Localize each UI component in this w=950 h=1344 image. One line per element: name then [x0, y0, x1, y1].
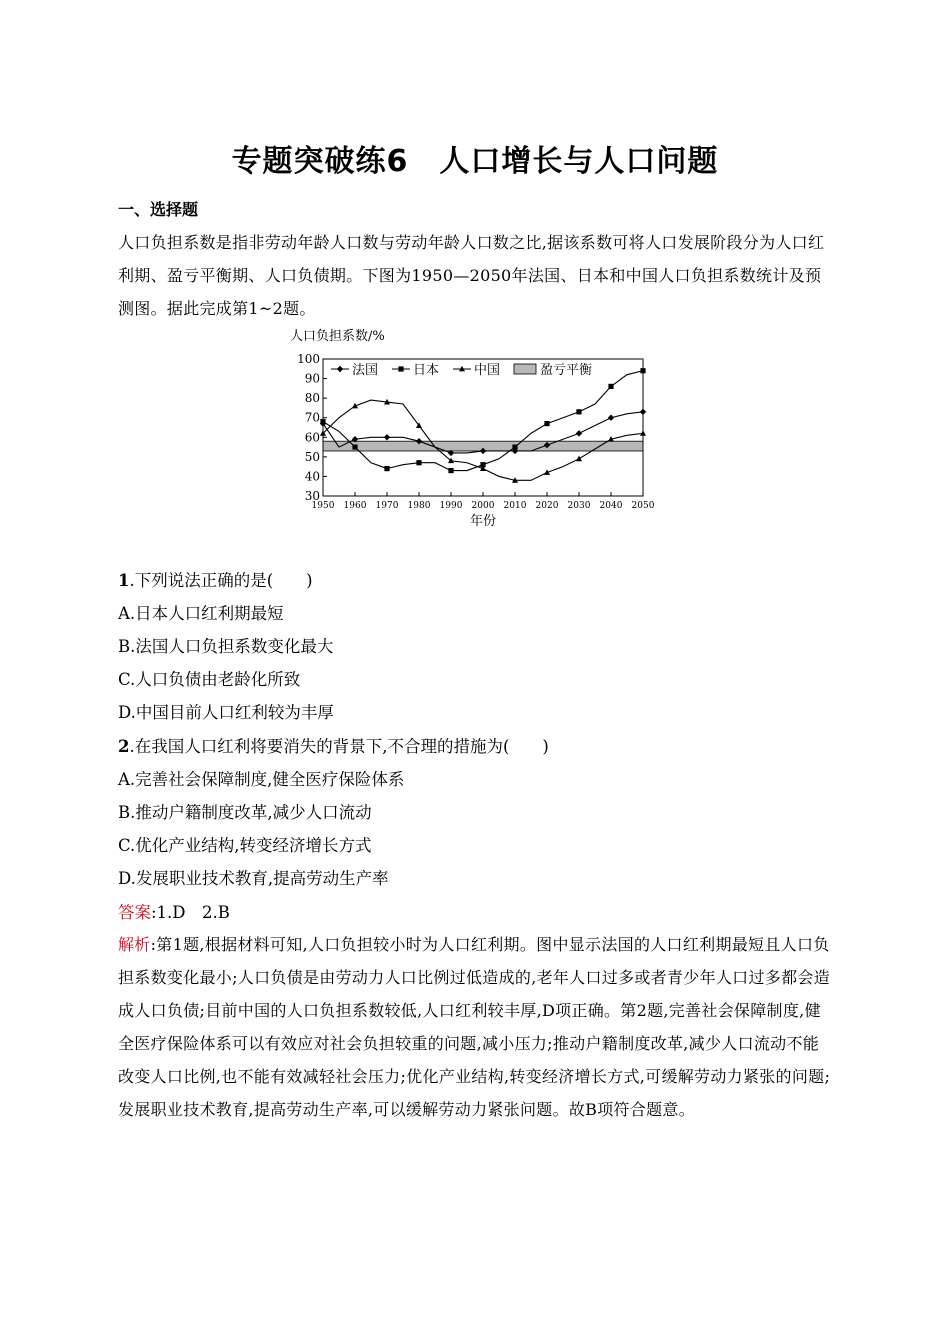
- x-tick-label: 1970: [375, 501, 399, 511]
- y-tick-label: 30: [304, 489, 320, 503]
- option-a: A.完善社会保障制度,健全医疗保险体系: [118, 770, 405, 789]
- data-point: [384, 434, 390, 440]
- question-number: 2: [118, 737, 130, 756]
- legend-marker: [398, 366, 403, 371]
- option-b: B.法国人口负担系数变化最大: [118, 637, 334, 656]
- analysis-paragraph: [118, 928, 834, 1126]
- option-d: D.发展职业技术教育,提高劳动生产率: [118, 869, 389, 888]
- y-tick-label: 80: [304, 391, 320, 406]
- legend-marker: [337, 366, 343, 372]
- x-tick-label: 2010: [503, 501, 527, 511]
- series-line-square: [323, 371, 643, 471]
- analysis-text: :第1题,根据材料可知,人口负担较小时为人口红利期。图中显示法国的人口红利期最短且人口负担系数变化最小;人口负债是由劳动力人口比例过低造成的,老年人口过多或者青少年人口过多都会造成人口负债;目前中国的人口负担系数较低,人口红利较丰厚,D项正确。第2题,完善社会保障制度,健全医疗保险体系可以有效应对社会负担较重的问题,减小压力;推动户籍制度改革,减少人口流动不能改变人口比例,也不能有效减轻社会压力;优化产业结构,转变经济增长方式,可缓解劳动力紧张的问题;发展职业技术教育,提高劳动生产率,可以缓解劳动力紧张问题。故B项符合题意。: [118, 935, 831, 1119]
- question-text: .下列说法正确的是( ): [129, 571, 313, 590]
- plot-frame: [323, 359, 643, 496]
- question-2-stem: [118, 733, 549, 757]
- x-tick-label: 1960: [343, 501, 367, 511]
- y-tick-label: 40: [304, 469, 320, 484]
- data-point: [512, 444, 517, 449]
- analysis-label: 解析: [118, 935, 151, 954]
- page-title: 专题突破练6 人口增长与人口问题: [231, 144, 719, 179]
- section-heading: 一、选择题: [118, 200, 199, 219]
- data-point: [320, 419, 325, 424]
- option-b: B.推动户籍制度改革,减少人口流动: [118, 803, 372, 822]
- x-tick-label: 2040: [599, 501, 623, 511]
- data-point: [416, 460, 421, 465]
- question-text: .在我国人口红利将要消失的背景下,不合理的措施为( ): [129, 737, 549, 756]
- x-tick-label: 2020: [535, 501, 559, 511]
- legend-label: 法国: [352, 363, 379, 378]
- data-point: [640, 430, 646, 436]
- x-tick-label: 1980: [407, 501, 431, 511]
- x-axis-label: 年份: [469, 514, 497, 529]
- legend-label: 日本: [413, 363, 440, 378]
- data-point: [576, 409, 581, 414]
- data-point: [608, 384, 613, 389]
- x-tick-label: 1990: [439, 501, 463, 511]
- x-tick-label: 1950: [311, 501, 335, 511]
- answer-line: [118, 899, 230, 923]
- legend-band-swatch: [514, 364, 536, 374]
- x-tick-label: 2000: [471, 501, 495, 511]
- option-d: D.中国目前人口红利较为丰厚: [118, 703, 334, 722]
- data-point: [576, 430, 582, 436]
- data-point: [544, 421, 549, 426]
- question-number: 1: [118, 571, 130, 590]
- y-tick-label: 60: [304, 430, 320, 445]
- answer-text: :1.D 2.B: [151, 903, 230, 922]
- data-point: [352, 444, 357, 449]
- y-tick-label: 70: [304, 410, 320, 425]
- x-tick-label: 2030: [567, 501, 591, 511]
- option-c: C.人口负债由老龄化所致: [118, 670, 301, 689]
- answer-label: 答案: [118, 903, 151, 922]
- data-point: [384, 466, 389, 471]
- population-burden-chart: [290, 322, 660, 537]
- option-a: A.日本人口红利期最短: [118, 604, 284, 623]
- legend-label: 中国: [474, 363, 501, 378]
- data-point: [640, 409, 646, 415]
- data-point: [608, 415, 614, 421]
- x-tick-label: 2050: [631, 501, 655, 511]
- legend-label: 盈亏平衡: [540, 363, 593, 378]
- chart-title: 人口负担系数/%: [290, 329, 385, 344]
- question-1-stem: [118, 567, 313, 591]
- y-tick-label: 100: [297, 352, 320, 366]
- data-point: [640, 368, 645, 373]
- option-c: C.优化产业结构,转变经济增长方式: [118, 836, 372, 855]
- intro-paragraph: 人口负担系数是指非劳动年龄人口数与劳动年龄人口数之比,据该系数可将人口发展阶段分为人口红利期、盈亏平衡期、人口负债期。下图为1950—2050年法国、日本和中国人口负担系数统计及预测图。据此完成第1~2题。: [118, 233, 825, 318]
- y-tick-label: 50: [304, 449, 320, 464]
- data-point: [576, 456, 582, 462]
- data-point: [448, 468, 453, 473]
- y-tick-label: 90: [304, 371, 320, 386]
